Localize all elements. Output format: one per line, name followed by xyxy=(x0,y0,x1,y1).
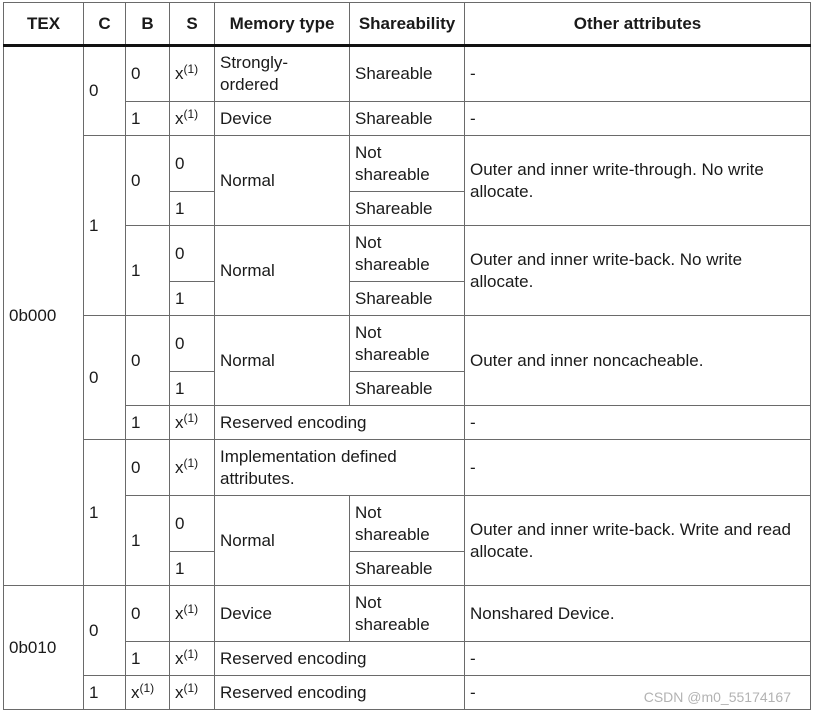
shareability-cell: Not shareable xyxy=(350,496,465,552)
table-row xyxy=(4,586,811,642)
other-attributes-cell: - xyxy=(465,642,811,676)
table-row xyxy=(4,316,811,372)
b-cell: 0 xyxy=(126,46,170,102)
table-row xyxy=(4,406,811,440)
footnote-mark: (1) xyxy=(183,646,199,661)
c-cell: 1 xyxy=(84,676,126,710)
memory-type-cell: Normal xyxy=(215,136,350,226)
b-cell: 0 xyxy=(126,586,170,642)
s-cell xyxy=(170,46,215,102)
memory-type-cell: Reserved encoding xyxy=(215,642,465,676)
tex-cell: 0b010 xyxy=(4,586,84,710)
table-row xyxy=(4,440,811,496)
s-cell xyxy=(170,586,215,642)
other-attributes-cell: - xyxy=(465,46,811,102)
footnote-mark: (1) xyxy=(183,62,199,76)
s-cell: 0 xyxy=(170,226,215,282)
memory-type-cell: Device xyxy=(215,102,350,136)
s-cell xyxy=(170,642,215,676)
s-cell: 1 xyxy=(170,372,215,406)
footnote-mark: (1) xyxy=(139,680,155,695)
tex-cell: 0b000 xyxy=(4,46,84,586)
c-cell: 0 xyxy=(84,586,126,676)
b-cell: 0 xyxy=(126,136,170,226)
shareability-cell: Not shareable xyxy=(350,136,465,192)
c-cell: 0 xyxy=(84,316,126,440)
header-shareability: Shareability xyxy=(350,3,465,46)
header-c: C xyxy=(84,3,126,46)
b-cell: 1 xyxy=(126,406,170,440)
table-row xyxy=(4,496,811,552)
other-attributes-cell: Outer and inner noncacheable. xyxy=(465,316,811,406)
table-row xyxy=(4,46,811,102)
memory-attributes-table xyxy=(3,2,811,710)
s-cell: 1 xyxy=(170,282,215,316)
header-s: S xyxy=(170,3,215,46)
shareability-cell: Shareable xyxy=(350,552,465,586)
b-cell: 1 xyxy=(126,102,170,136)
s-cell: 0 xyxy=(170,136,215,192)
b-cell: 1 xyxy=(126,642,170,676)
shareability-cell: Shareable xyxy=(350,192,465,226)
s-cell: 0 xyxy=(170,316,215,372)
footnote-var: x xyxy=(175,64,184,83)
footnote-var: x xyxy=(175,648,184,668)
other-attributes-cell: - xyxy=(465,676,811,710)
b-cell: 1 xyxy=(126,496,170,586)
other-attributes-cell: - xyxy=(465,102,811,136)
shareability-cell: Not shareable xyxy=(350,226,465,282)
b-cell: 0 xyxy=(126,440,170,496)
footnote-mark: (1) xyxy=(183,601,199,616)
shareability-cell: Not shareable xyxy=(350,586,465,642)
footnote-mark: (1) xyxy=(183,680,199,695)
table-row xyxy=(4,136,811,192)
s-cell xyxy=(170,676,215,710)
s-cell: 1 xyxy=(170,192,215,226)
memory-type-cell: Normal xyxy=(215,316,350,406)
c-cell: 1 xyxy=(84,136,126,316)
c-cell: 0 xyxy=(84,46,126,136)
b-cell: 0 xyxy=(126,316,170,406)
header-memory-type: Memory type xyxy=(215,3,350,46)
memory-type-cell: Implementation defined attributes. xyxy=(215,440,465,496)
other-attributes-cell: Outer and inner write-back. No write allocate. xyxy=(465,226,811,316)
memory-type-cell: Device xyxy=(215,586,350,642)
shareability-cell: Shareable xyxy=(350,102,465,136)
s-cell: 1 xyxy=(170,552,215,586)
s-cell xyxy=(170,102,215,136)
shareability-cell: Shareable xyxy=(350,282,465,316)
header-b: B xyxy=(126,3,170,46)
footnote-var: x xyxy=(131,682,140,702)
s-cell: 0 xyxy=(170,496,215,552)
footnote-var: x xyxy=(175,412,184,432)
other-attributes-cell: Nonshared Device. xyxy=(465,586,811,642)
footnote-mark: (1) xyxy=(183,455,199,470)
table-row xyxy=(4,642,811,676)
memory-type-cell: Reserved encoding xyxy=(215,676,465,710)
footnote-mark: (1) xyxy=(183,410,199,425)
other-attributes-cell: - xyxy=(465,406,811,440)
footnote-var: x xyxy=(175,682,184,702)
c-cell: 1 xyxy=(84,440,126,586)
watermark: CSDN @m0_55174167 xyxy=(643,689,791,705)
other-attributes-cell: Outer and inner write-through. No write allocate. xyxy=(465,136,811,226)
table-row xyxy=(4,226,811,282)
memory-type-cell: Reserved encoding xyxy=(215,406,465,440)
table-row xyxy=(4,102,811,136)
shareability-cell: Not shareable xyxy=(350,316,465,372)
footnote-var: x xyxy=(175,457,184,477)
footnote-mark: (1) xyxy=(183,106,199,121)
shareability-cell: Shareable xyxy=(350,46,465,102)
header-tex: TEX xyxy=(4,3,84,46)
header-row xyxy=(4,3,811,46)
s-cell xyxy=(170,440,215,496)
memory-type-cell: Normal xyxy=(215,226,350,316)
footnote-var: x xyxy=(175,603,184,623)
footnote-var: x xyxy=(175,108,184,128)
shareability-cell: Shareable xyxy=(350,372,465,406)
memory-type-cell: Strongly-ordered xyxy=(215,46,350,102)
other-attributes-cell: Outer and inner write-back. Write and read allocate. xyxy=(465,496,811,586)
s-cell xyxy=(170,406,215,440)
memory-type-cell: Normal xyxy=(215,496,350,586)
b-cell xyxy=(126,676,170,710)
b-cell: 1 xyxy=(126,226,170,316)
header-other-attributes: Other attributes xyxy=(465,3,811,46)
other-attributes-cell: - xyxy=(465,440,811,496)
